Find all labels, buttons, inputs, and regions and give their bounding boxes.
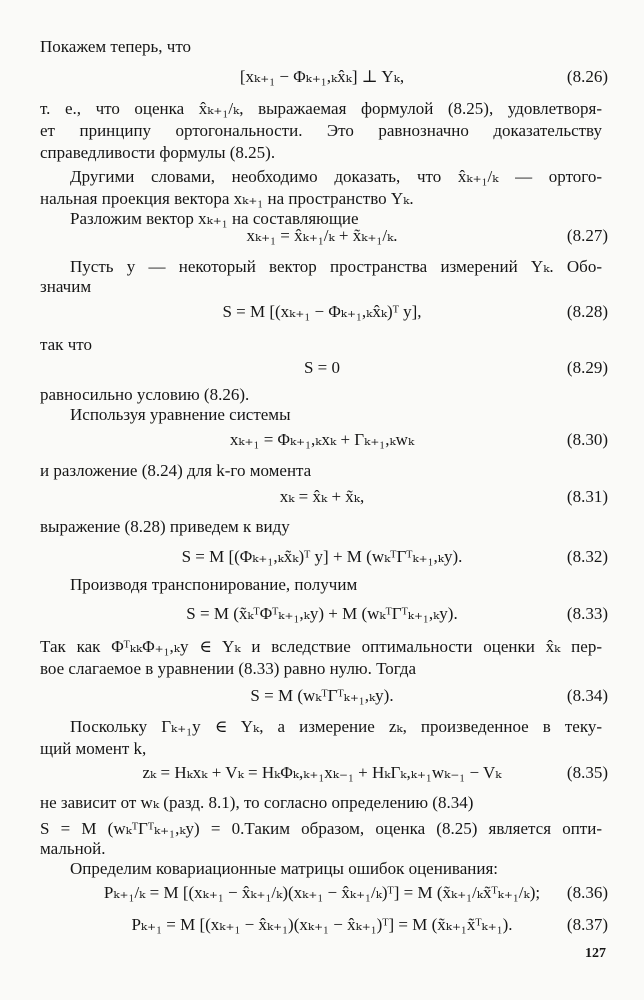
- equation-8-29: [0, 355, 644, 381]
- paragraph-line: и разложение (8.24) для k-го момента: [40, 461, 312, 480]
- paragraph-line: щий момент k,: [40, 739, 147, 758]
- paragraph-line: Разложим вектор xₖ₊₁ на составляющие: [70, 209, 359, 228]
- equation-8-36: [0, 880, 644, 906]
- equation-label: (8.32): [566, 547, 608, 566]
- equation-body: [xₖ₊₁ − Φₖ₊₁,ₖx̂ₖ] ⊥ Yₖ,: [239, 67, 405, 86]
- paragraph-line: ет принципу ортогональности. Это равнозначно доказательству: [40, 121, 602, 140]
- equation-body: S = M (x̃ₖᵀΦᵀₖ₊₁,ₖy) + M (wₖᵀΓᵀₖ₊₁,ₖy).: [186, 604, 458, 623]
- paragraph-line: вое слагаемое в уравнении (8.33) равно нулю. Тогда: [40, 659, 417, 678]
- paragraph-line: выражение (8.28) приведем к виду: [40, 517, 290, 536]
- equation-body: Pₖ₊₁/ₖ = M [(xₖ₊₁ − x̂ₖ₊₁/ₖ)(xₖ₊₁ − x̂ₖ₊₁/ₖ)ᵀ] = M (x̃ₖ₊₁/ₖx̃ᵀₖ₊₁/ₖ);: [103, 883, 541, 902]
- equation-8-27: [0, 223, 644, 249]
- paragraph-line: Используя уравнение системы: [70, 405, 291, 424]
- equation-label: (8.29): [566, 358, 608, 377]
- paragraph-line: S = M (wₖᵀΓᵀₖ₊₁,ₖy) = 0.Таким образом, оценка (8.25) является опти-: [40, 819, 602, 838]
- equation-8-33: [0, 601, 644, 627]
- paragraph-line: Поскольку Γₖ₊₁y ∈ Yₖ, а измерение zₖ, произведенное в теку-: [70, 717, 602, 736]
- equation-label: (8.37): [566, 915, 608, 934]
- equation-8-35: [0, 760, 644, 786]
- paragraph-intro: Покажем теперь, что: [40, 37, 192, 56]
- equation-8-31: [0, 484, 644, 510]
- equation-label: (8.31): [566, 487, 608, 506]
- equation-body: zₖ = Hₖxₖ + Vₖ = HₖΦₖ,ₖ₊₁xₖ₋₁ + HₖΓₖ,ₖ₊₁wₖ₋₁ − Vₖ: [142, 763, 502, 782]
- equation-8-30: [0, 427, 644, 453]
- equation-label: (8.28): [566, 302, 608, 321]
- paragraph-line: так что: [40, 335, 92, 354]
- page-number: 127: [585, 946, 606, 961]
- paragraph-line: справедливости формулы (8.25).: [40, 143, 276, 162]
- equation-label: (8.36): [566, 883, 608, 902]
- equation-label: (8.35): [566, 763, 608, 782]
- paragraph-line: Пусть y — некоторый вектор пространства измерений Yₖ. Обо-: [70, 257, 602, 276]
- paragraph-line: Определим ковариационные матрицы ошибок оценивания:: [70, 859, 498, 878]
- paragraph-line: Так как ΦᵀₖₖΦ₊₁,ₖy ∈ Yₖ и вследствие оптимальности оценки x̂ₖ пер-: [40, 637, 602, 656]
- equation-body: xₖ = x̂ₖ + x̃ₖ,: [279, 487, 365, 506]
- equation-label: (8.26): [566, 67, 608, 86]
- equation-label: (8.34): [566, 686, 608, 705]
- equation-8-26: [0, 64, 644, 90]
- equation-body: S = 0: [303, 358, 341, 377]
- equation-body: S = M [(Φₖ₊₁,ₖx̃ₖ)ᵀ y] + M (wₖᵀΓᵀₖ₊₁,ₖy).: [181, 547, 463, 566]
- paragraph-line: значим: [40, 277, 92, 296]
- equation-body: Pₖ₊₁ = M [(xₖ₊₁ − x̂ₖ₊₁)(xₖ₊₁ − x̂ₖ₊₁)ᵀ] = M (x̃ₖ₊₁x̃ᵀₖ₊₁).: [131, 915, 513, 934]
- equation-8-32: [0, 544, 644, 570]
- equation-8-34: [0, 683, 644, 709]
- equation-label: (8.30): [566, 430, 608, 449]
- equation-body: xₖ₊₁ = x̂ₖ₊₁/ₖ + x̃ₖ₊₁/ₖ.: [246, 226, 398, 245]
- equation-body: S = M (wₖᵀΓᵀₖ₊₁,ₖy).: [250, 686, 394, 705]
- paragraph-line: мальной.: [40, 839, 106, 858]
- paragraph-line: нальная проекция вектора xₖ₊₁ на пространство Yₖ.: [40, 189, 414, 208]
- paragraph-line: Производя транспонирование, получим: [70, 575, 358, 594]
- paragraph-line: не зависит от wₖ (разд. 8.1), то согласно определению (8.34): [40, 793, 474, 812]
- paragraph-line: Другими словами, необходимо доказать, что x̂ₖ₊₁/ₖ — ортого-: [70, 167, 602, 186]
- equation-8-37: [0, 912, 644, 938]
- equation-label: (8.27): [566, 226, 608, 245]
- equation-label: (8.33): [566, 604, 608, 623]
- paragraph-line: равносильно условию (8.26).: [40, 385, 250, 404]
- paragraph-line: т. е., что оценка x̂ₖ₊₁/ₖ, выражаемая формулой (8.25), удовлетворя-: [40, 99, 602, 118]
- equation-body: xₖ₊₁ = Φₖ₊₁,ₖxₖ + Γₖ₊₁,ₖwₖ: [229, 430, 415, 449]
- equation-body: S = M [(xₖ₊₁ − Φₖ₊₁,ₖx̂ₖ)ᵀ y],: [222, 302, 422, 321]
- equation-8-28: [0, 299, 644, 325]
